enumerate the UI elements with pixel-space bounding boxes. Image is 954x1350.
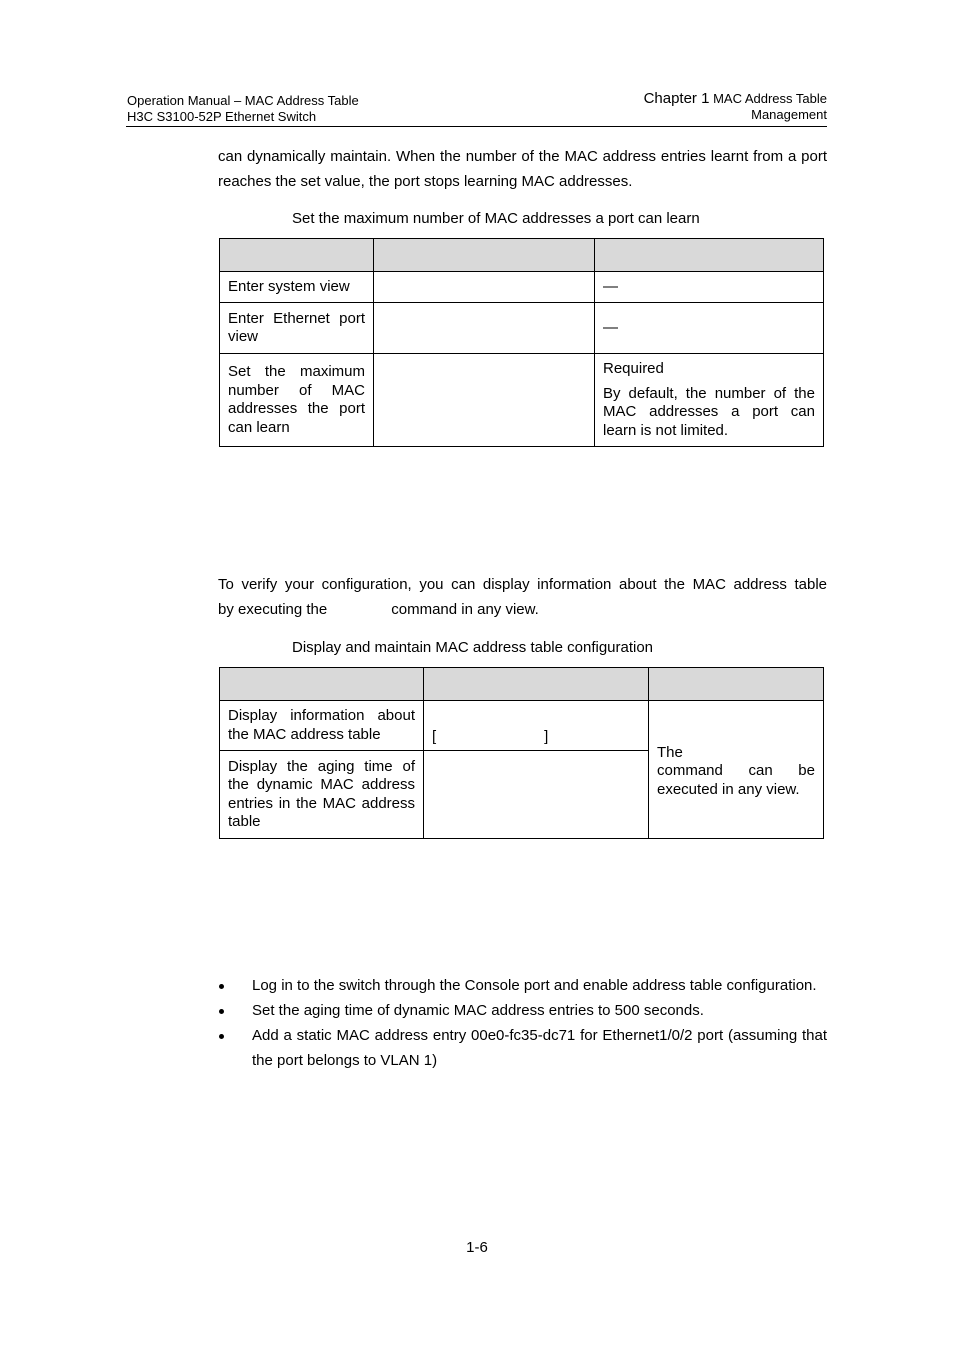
table2-header-operation	[220, 668, 424, 701]
verify-line2-end: command in any view.	[391, 601, 539, 618]
table1-row3-operation: Set the maximum number of MAC addresses the port can learn	[220, 354, 374, 447]
bracket-open: [	[432, 727, 437, 745]
page-number: 1-6	[466, 1239, 488, 1256]
list-item-text: Set the aging time of dynamic MAC address entries to 500 seconds.	[252, 1002, 704, 1019]
default-note: By default, the number of the MAC addresses a port can learn is not limited.	[603, 384, 815, 439]
table1-row3-command	[374, 354, 595, 447]
table2-header-command	[424, 668, 649, 701]
table2-header-remarks	[649, 668, 824, 701]
remarks-line2: command can be	[657, 762, 815, 780]
table1-row2-operation: Enter Ethernet port view	[220, 303, 374, 354]
bracket-close: ]	[544, 727, 549, 745]
table1-row2-description: —	[595, 303, 824, 354]
table-row	[220, 272, 824, 303]
table2-row1-operation: Display information about the MAC address table	[220, 701, 424, 751]
chapter-number: Chapter 1	[643, 90, 710, 107]
table1-row3-description	[595, 354, 824, 447]
table1-row1-description: —	[595, 272, 824, 303]
table1-header-operation	[220, 239, 374, 272]
table2-row1-command	[424, 701, 649, 751]
list-item-text: Add a static MAC address entry 00e0-fc35-dc71 for Ethernet1/0/2 port (assuming that the port belongs to VLAN 1)	[252, 1027, 827, 1069]
verify-line1: To verify your configuration, you can display information about the MAC address table	[218, 576, 827, 593]
table1-caption: Set the maximum number of MAC addresses a port can learn	[292, 210, 700, 227]
bullet-icon	[219, 984, 224, 989]
config-steps-list	[218, 973, 827, 1073]
remarks-word: The	[657, 743, 683, 761]
table2-remarks	[649, 701, 824, 839]
verify-line2-start: by executing the	[218, 601, 328, 618]
intro-paragraph: can dynamically maintain. When the number of the MAC address entries learnt from a port reaches the set value, the port stops learning MAC addresses.	[218, 148, 827, 190]
table2-row2-command	[424, 751, 649, 839]
table2-header-row	[220, 668, 824, 701]
table-row	[220, 303, 824, 354]
list-item-text: Log in to the switch through the Console port and enable address table configuration.	[252, 977, 817, 994]
list-item	[218, 1023, 827, 1073]
table2-caption: Display and maintain MAC address table configuration	[292, 639, 654, 656]
list-item	[218, 973, 827, 998]
list-item	[218, 998, 827, 1023]
bullet-icon	[219, 1034, 224, 1039]
header-left	[127, 93, 359, 125]
header-right	[644, 91, 827, 123]
table1-row2-command	[374, 303, 595, 354]
verify-paragraph	[218, 572, 827, 622]
verify-line2	[218, 597, 827, 622]
header-rule	[126, 126, 827, 127]
table1-header-row	[220, 239, 824, 272]
table1-row1-command	[374, 272, 595, 303]
chapter-title: MAC Address Table	[713, 91, 827, 106]
chapter-title-cont: Management	[751, 107, 827, 122]
table1-header-description	[595, 239, 824, 272]
bullet-icon	[219, 1009, 224, 1014]
max-mac-table	[219, 238, 824, 447]
table2-row2-operation: Display the aging time of the dynamic MAC address entries in the MAC address table	[220, 751, 424, 839]
required-label: Required	[603, 360, 664, 377]
table-row	[220, 701, 824, 751]
table-row	[220, 354, 824, 447]
manual-title: Operation Manual – MAC Address Table	[127, 93, 359, 108]
display-mac-table	[219, 667, 824, 839]
table1-row1-operation: Enter system view	[220, 272, 374, 303]
remarks-line3: executed in any view.	[657, 780, 800, 798]
product-name: H3C S3100-52P Ethernet Switch	[127, 109, 317, 124]
table1-header-command	[374, 239, 595, 272]
